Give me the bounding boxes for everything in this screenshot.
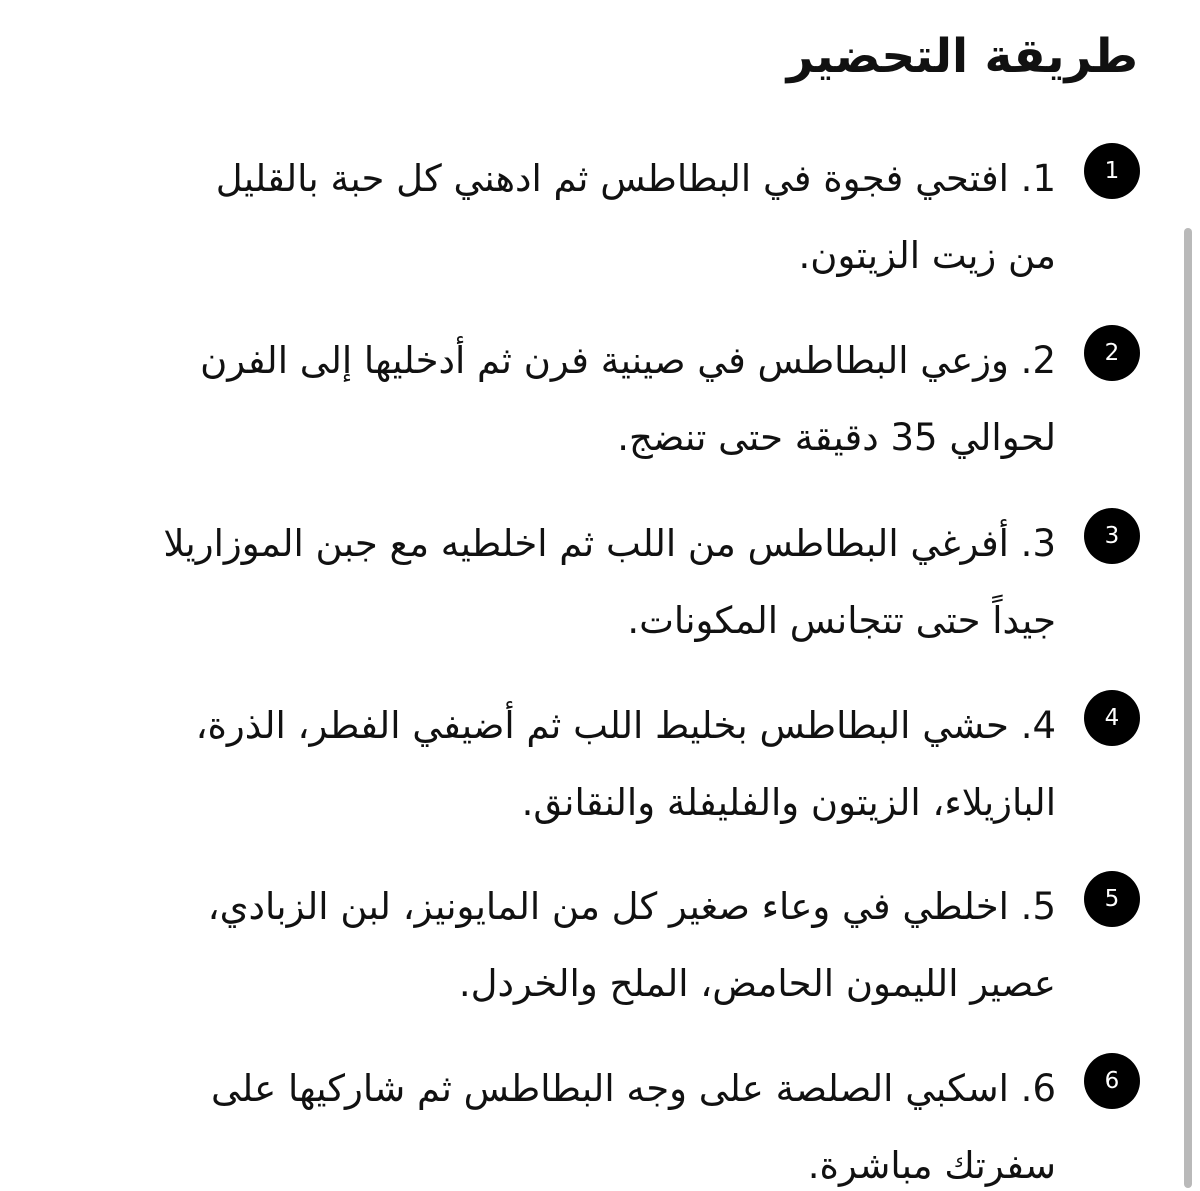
step-line: عصير الليمون الحامض، الملح والخردل. — [458, 962, 1056, 1005]
step-line: 1. افتحي فجوة في البطاطس ثم ادهني كل حبة بالقليل — [215, 157, 1056, 200]
step-line: 2. وزعي البطاطس في صينية فرن ثم أدخليها إلى الفرن — [200, 339, 1056, 382]
step-number-badge: 4 — [1084, 690, 1140, 746]
step-number-badge: 5 — [1084, 871, 1140, 927]
page-title: طريقة التحضير — [786, 29, 1138, 84]
step-text — [96, 687, 1056, 841]
scrollbar-thumb[interactable] — [1184, 228, 1192, 1188]
step-line: 4. حشي البطاطس بخليط اللب ثم أضيفي الفطر، الذرة، — [195, 704, 1056, 747]
step-item-4 — [100, 687, 1140, 837]
step-item-1 — [100, 140, 1140, 290]
step-number-badge: 2 — [1084, 325, 1140, 381]
step-line: لحوالي 35 دقيقة حتى تنضج. — [617, 416, 1056, 459]
step-line: من زيت الزيتون. — [798, 234, 1056, 277]
step-line: 3. أفرغي البطاطس من اللب ثم اخلطيه مع جبن الموزاريلا — [163, 522, 1056, 565]
step-line: البازيلاء، الزيتون والفليفلة والنقانق. — [521, 781, 1056, 824]
step-number-badge: 3 — [1084, 508, 1140, 564]
step-number-badge: 1 — [1084, 143, 1140, 199]
step-item-6 — [100, 1050, 1140, 1191]
step-item-5 — [100, 868, 1140, 1018]
vertical-scrollbar[interactable] — [1184, 228, 1192, 1188]
step-text — [96, 1050, 1056, 1191]
step-text — [96, 868, 1056, 1022]
step-text — [96, 140, 1056, 294]
step-text — [96, 322, 1056, 476]
step-item-3 — [100, 505, 1140, 655]
step-line: 5. اخلطي في وعاء صغير كل من المايونيز، لبن الزبادي، — [207, 885, 1056, 928]
step-item-2 — [100, 322, 1140, 472]
step-text — [96, 505, 1056, 659]
step-line: سفرتك مباشرة. — [807, 1144, 1056, 1187]
step-line: 6. اسكبي الصلصة على وجه البطاطس ثم شاركيها على — [211, 1067, 1056, 1110]
step-number-badge: 6 — [1084, 1053, 1140, 1109]
step-line: جيداً حتى تتجانس المكونات. — [627, 599, 1056, 642]
